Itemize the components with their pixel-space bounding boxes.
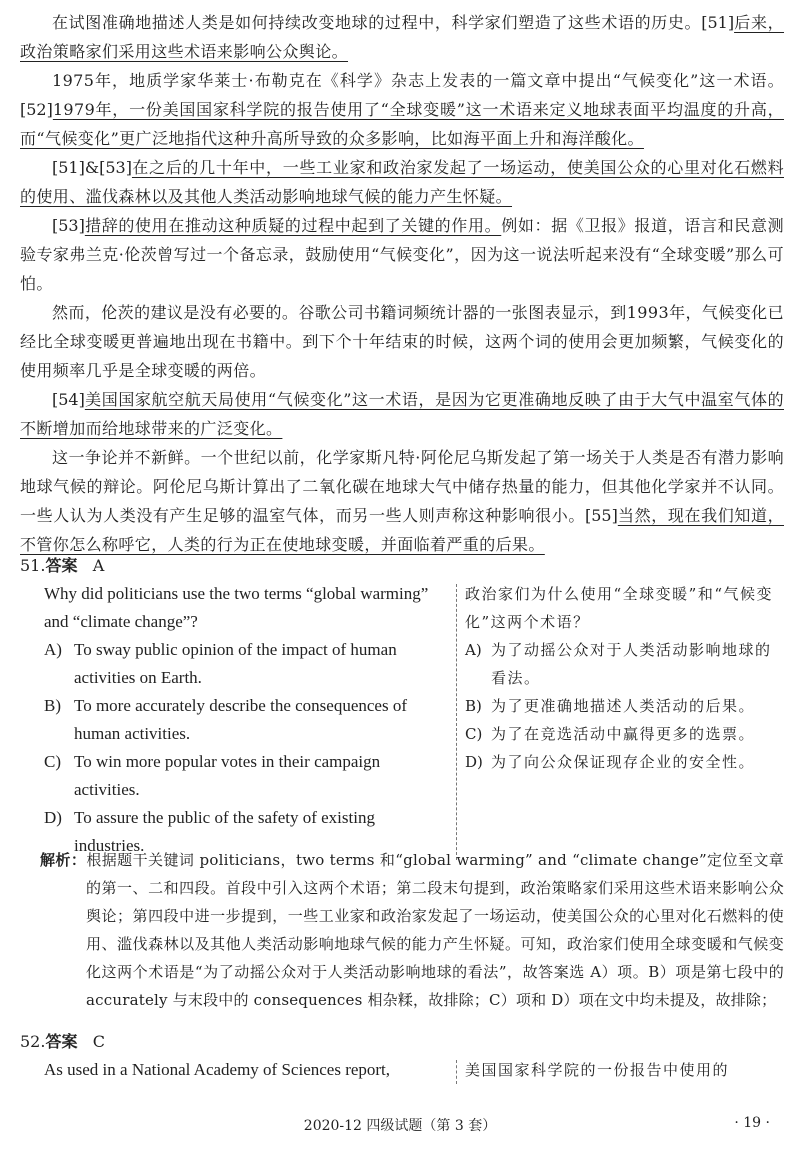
passage-translation [20, 8, 784, 559]
underlined-sentence: 在之后的几十年中，一些工业家和政治家发起了一场运动，使美国公众的心里对化石燃料的使用、滥伐森林以及其他人类活动影响地球气候的能力产生怀疑。 [20, 158, 784, 206]
question-reference-tag: [54] [52, 390, 85, 409]
q51-number: 51. [20, 556, 46, 575]
q51-option-b-zh: B) 为了更准确地描述人类活动的后果。 [465, 697, 756, 715]
question-reference-tag: [52] [20, 100, 53, 119]
translation-paragraph [20, 153, 784, 211]
q51-option-d-zh: D) 为了向公众保证现存企业的安全性。 [465, 753, 756, 771]
q52-stem-zh: 美国国家科学院的一份报告中使用的 [465, 1061, 730, 1079]
q51-option-c-en: C) To win more popular votes in their campaign activities. [44, 752, 381, 799]
underlined-sentence: 1979年，一份美国国家科学院的报告使用了“全球变暖”这一术语来定义地球表面平均温度的升高，而“气候变化”更广泛地指代这种升高所导致的众多影响，比如海平面上升和海洋酸化。 [20, 100, 784, 148]
column-divider [456, 584, 457, 860]
q51-option-d-en: D) To assure the public of the safety of existing industries. [44, 808, 375, 855]
translation-paragraph [20, 8, 784, 66]
underlined-sentence: 后来，政治策略家们采用这些术语来影响公众舆论。 [20, 13, 785, 61]
page-number: · 19 · [734, 1115, 770, 1131]
question-reference-tag: [51] [701, 13, 735, 32]
q52-answer: C [92, 1032, 105, 1051]
sentence: 在试图准确地描述人类是如何持续改变地球的过程中，科学家们塑造了这些术语的历史。 [52, 13, 702, 32]
q52-block [44, 1056, 784, 1084]
q51-stem-en: Why did politicians use the two terms “global warming” and “climate change”? [44, 584, 429, 631]
sentence: 例如：据《卫报》报道，语言和民意测验专家弗兰克·伦茨曾写过一个备忘录，鼓励使用“气候变化”，因为这一说法听起来没有“全球变暖”那么可怕。 [20, 216, 784, 293]
sentence: 这一争论并不新鲜。一个世纪以前，化学家斯凡特·阿伦尼乌斯发起了第一场关于人类是否有潜力影响地球气候的辩论。阿伦尼乌斯计算出了二氧化碳在地球大气中储存热量的能力，但其他化学家并不认同。一些人认为人类没有产生足够的温室气体，而另一些人则声称这种影响很小。 [20, 448, 784, 525]
translation-paragraph [20, 385, 784, 443]
sentence: 然而，伦茨的建议是没有必要的。谷歌公司书籍词频统计器的一张图表显示，到1993年，气候变化已经比全球变暖更普遍地出现在书籍中。到下个十年结束的时候，这两个词的使用会更加频繁，气候变化的使用频率几乎是全球变暖的两倍。 [20, 303, 784, 380]
question-reference-tag: [53] [52, 216, 85, 235]
q51-option-c-zh: C) 为了在竞选活动中赢得更多的选票。 [465, 725, 756, 743]
q52-answer-label: 答案 [45, 1032, 78, 1051]
q51-answer: A [92, 556, 105, 575]
q51-option-a-en: A) To sway public opinion of the impact of human activities on Earth. [44, 640, 397, 687]
translation-paragraph [20, 443, 784, 559]
q52-stem-en: As used in a National Academy of Sciences report, [44, 1060, 391, 1079]
q51-option-b-en: B) To more accurately describe the consequences of human activities. [44, 696, 407, 743]
q52-header [20, 1030, 105, 1054]
question-reference-tag: [51]&[53] [52, 158, 132, 177]
q51-header [20, 554, 104, 578]
underlined-sentence: 当然，现在我们知道，不管你怎么称呼它，人类的行为正在使地球变暖，并面临着严重的后果。 [20, 506, 784, 554]
explanation-text: 根据题干关键词 politicians，two terms 和“global warming” and “climate change”定位至文章的第一、二和四段。首段中引入这两个术语；第二段末句提到，政治策略家们采用这些术语来影响公众舆论；第四段中进一步提到，一些工业家和政治家发起了一场运动，使美国公众的心里对化石燃料的使用、滥伐森林以及其他人类活动影响地球气候的能力产生怀疑。可知，政治家们使用全球变暖和气候变化这两个术语是“为了动摇公众对于人类活动影响地球的看法”，故答案选 A）项。B）项是第七段中的 accurately 与末段中的 consequences 相杂糅，故排除；C）项和 D）项在文中均未提及，故排除； [86, 851, 784, 1009]
translation-paragraph [20, 66, 784, 153]
footer-title: 2020-12 四级试题（第 3 套） [303, 1118, 497, 1134]
q51-answer-label: 答案 [45, 556, 78, 575]
sentence: 1975年，地质学家华莱士·布勒克在《科学》杂志上发表的一篇文章中提出“气候变化”这一术语。 [52, 71, 784, 90]
underlined-sentence: 措辞的使用在推动这种质疑的过程中起到了关键的作用。 [84, 216, 502, 235]
q51-chinese [465, 580, 781, 860]
question-reference-tag: [55] [584, 506, 618, 525]
column-divider [456, 1060, 457, 1084]
q51-explanation [40, 846, 784, 1014]
q51-stem-zh: 政治家们为什么使用“全球变暖”和“气候变化”这两个术语？ [465, 585, 774, 631]
explanation-label: 解析： [40, 851, 87, 869]
translation-paragraph [20, 211, 784, 298]
translation-paragraph [20, 298, 784, 385]
q52-number: 52. [20, 1032, 46, 1051]
q51-block [44, 580, 784, 860]
q51-english [44, 580, 448, 860]
underlined-sentence: 美国国家航空航天局使用“气候变化”这一术语，是因为它更准确地反映了由于大气中温室气体的不断增加而给地球带来的广泛变化。 [20, 390, 784, 438]
q51-option-a-zh: A) 为了动摇公众对于人类活动影响地球的看法。 [465, 641, 772, 687]
